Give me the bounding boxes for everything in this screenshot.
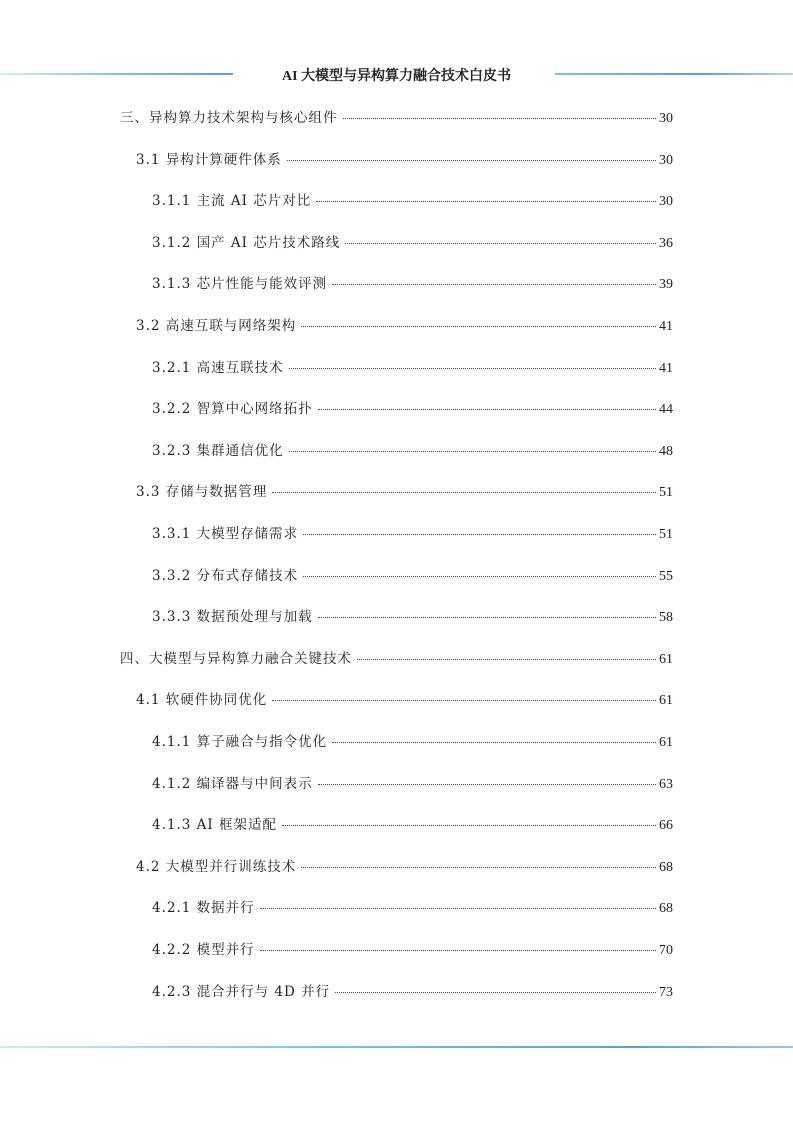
toc-entry[interactable]: [152, 356, 673, 378]
toc-entry-label: 3.2.1 高速互联技术: [152, 359, 284, 376]
toc-entry-label: 3.1.1 主流 AI 芯片对比: [152, 193, 312, 210]
page-header-title: AI 大模型与异构算力融合技术白皮书: [281, 69, 512, 84]
dot-leader: [318, 784, 656, 785]
dot-leader: [303, 576, 656, 577]
dot-leader: [335, 992, 656, 993]
toc-entry[interactable]: [136, 855, 673, 877]
toc-page-number: 58: [659, 610, 673, 626]
toc-entry[interactable]: [152, 938, 673, 960]
toc-entry[interactable]: [120, 106, 673, 128]
toc-page-number: 48: [659, 443, 673, 459]
toc-page-number: 61: [659, 651, 673, 667]
toc-entry-label: 四、大模型与异构算力融合关键技术: [120, 650, 352, 667]
dot-leader: [318, 617, 656, 618]
toc-page-number: 66: [659, 818, 673, 834]
toc-entry[interactable]: [152, 896, 673, 918]
toc-entry[interactable]: [152, 397, 673, 419]
toc-entry-label: 4.2.3 混合并行与 4D 并行: [152, 983, 331, 1000]
toc-page-number: 30: [659, 111, 673, 126]
dot-leader: [289, 451, 656, 452]
toc-entry-label: 4.2.2 模型并行: [152, 942, 255, 958]
dot-leader: [343, 118, 657, 119]
toc-entry[interactable]: [152, 813, 673, 835]
toc-page-number: 55: [659, 568, 673, 584]
toc-entry[interactable]: [152, 189, 673, 211]
toc-entry-label: 4.2.1 数据并行: [152, 900, 255, 917]
toc-page-number: 51: [659, 527, 673, 542]
toc-page-number: 61: [659, 693, 673, 709]
toc-page-number: 73: [659, 984, 673, 1000]
dot-leader: [301, 867, 656, 868]
toc-entry-label: 3.3 存储与数据管理: [136, 484, 268, 501]
toc-entry-label: 4.1.2 编译器与中间表示: [152, 775, 313, 792]
toc-entry-label: 3.3.1 大模型存储需求: [152, 526, 299, 542]
dot-leader: [272, 492, 656, 493]
toc-page-number: 41: [659, 319, 673, 334]
toc-entry[interactable]: [136, 314, 673, 336]
dot-leader: [332, 742, 656, 743]
toc-entry[interactable]: [152, 522, 673, 544]
toc-entry-label: 3.2 高速互联与网络架构: [136, 318, 297, 334]
dot-leader: [289, 368, 656, 369]
toc-entry-label: 3.2.2 智算中心网络拓扑: [152, 401, 313, 418]
dot-leader: [260, 908, 656, 909]
toc-entry[interactable]: [120, 647, 673, 669]
toc-entry-label: 3.1.3 芯片性能与能效评测: [152, 276, 328, 293]
toc-page-number: 30: [659, 152, 673, 168]
header-rule-right: [555, 73, 793, 75]
toc-entry[interactable]: [152, 605, 673, 627]
toc-page-number: 44: [659, 402, 673, 418]
dot-leader: [287, 160, 656, 161]
dot-leader: [318, 409, 656, 410]
dot-leader: [260, 950, 656, 951]
toc-entry[interactable]: [152, 231, 673, 253]
toc-page-number: 36: [659, 235, 673, 251]
toc-page-number: 39: [659, 277, 673, 293]
toc-entry[interactable]: [136, 148, 673, 170]
toc-entry[interactable]: [152, 564, 673, 586]
dot-leader: [301, 326, 656, 327]
toc-entry[interactable]: [152, 730, 673, 752]
toc-entry[interactable]: [152, 772, 673, 794]
toc-entry[interactable]: [152, 980, 673, 1002]
footer-rule: [0, 1046, 793, 1048]
toc-entry-label: 3.3.2 分布式存储技术: [152, 567, 299, 584]
toc-entry[interactable]: [152, 439, 673, 461]
dot-leader: [345, 243, 656, 244]
toc-entry[interactable]: [152, 272, 673, 294]
toc-entry[interactable]: [136, 688, 673, 710]
toc-page-number: 30: [659, 194, 673, 210]
toc-entry-label: 三、异构算力技术架构与核心组件: [120, 110, 338, 126]
toc-entry-label: 4.1.1 算子融合与指令优化: [152, 734, 328, 750]
dot-leader: [316, 201, 656, 202]
dot-leader: [282, 825, 656, 826]
dot-leader: [332, 284, 656, 285]
toc-entry-label: 3.1.2 国产 AI 芯片技术路线: [152, 234, 341, 251]
toc-entry[interactable]: [136, 480, 673, 502]
toc-page-number: 68: [659, 901, 673, 917]
toc-page-number: 70: [659, 943, 673, 958]
dot-leader: [303, 534, 656, 535]
toc-entry-label: 3.3.3 数据预处理与加载: [152, 609, 313, 626]
dot-leader: [272, 700, 656, 701]
dot-leader: [357, 659, 656, 660]
toc-entry-label: 3.1 异构计算硬件体系: [136, 151, 282, 168]
toc-page-number: 51: [659, 485, 673, 501]
toc-page-number: 68: [659, 859, 673, 875]
toc-page-number: 61: [659, 735, 673, 750]
toc-page-number: 63: [659, 776, 673, 792]
toc-entry-label: 4.1.3 AI 框架适配: [152, 817, 278, 834]
toc-page-number: 41: [659, 360, 673, 376]
toc-entry-label: 4.1 软硬件协同优化: [136, 692, 268, 709]
toc-entry-label: 4.2 大模型并行训练技术: [136, 858, 297, 875]
toc-entry-label: 3.2.3 集群通信优化: [152, 442, 284, 459]
